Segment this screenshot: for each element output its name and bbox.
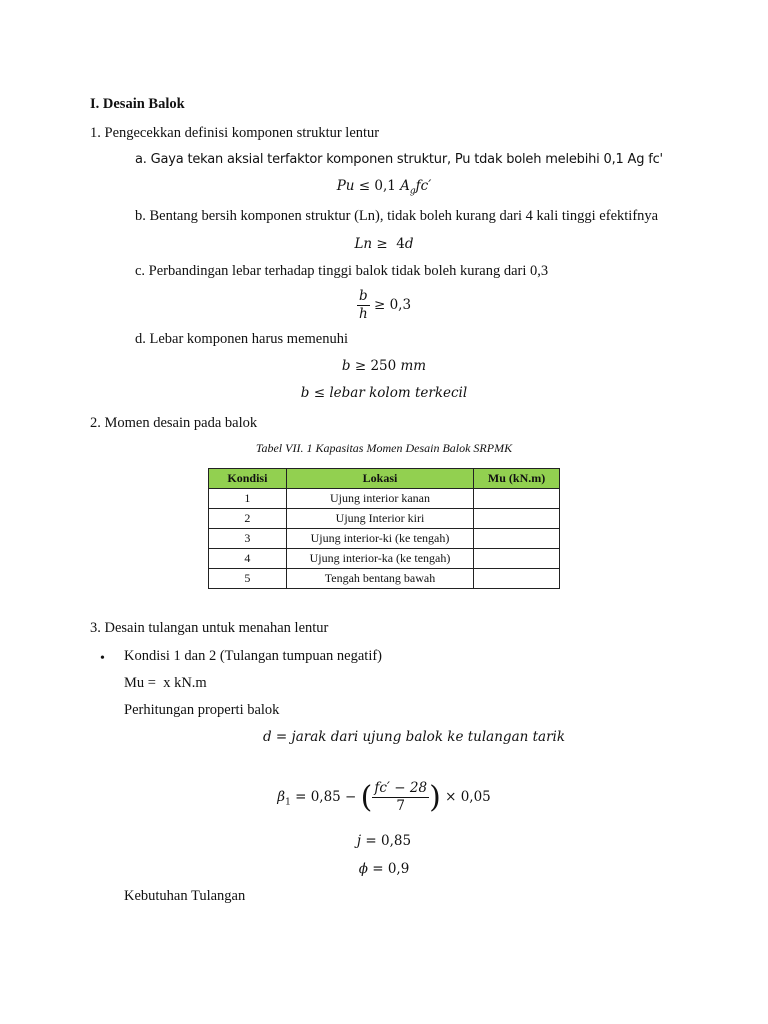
item1-b: b. Bentang bersih komponen struktur (Ln), tidak boleh kurang dari 4 kali tinggi efektifnya (135, 208, 659, 224)
moment-table (208, 468, 560, 589)
paren-right: ) (429, 780, 441, 815)
item1-title: 1. Pengecekkan definisi komponen struktur lentur (90, 125, 380, 141)
item1-a: a. Gaya tekan aksial terfaktor komponen struktur, Pu tdak boleh melebihi 0,1 Ag fc' (135, 152, 663, 167)
cell-mu (474, 569, 560, 589)
cell-lokasi: Ujung Interior kiri (286, 509, 473, 529)
item1-d: d. Lebar komponen harus memenuhi (135, 331, 349, 347)
cell-kondisi: 5 (209, 569, 287, 589)
eq-j: j = 0,85 (356, 833, 412, 849)
header-kondisi: Kondisi (209, 469, 287, 489)
mu-line: Mu = x kN.m (124, 675, 207, 691)
table-row (209, 529, 560, 549)
eq-d: d = jarak dari ujung balok ke tulangan tarik (262, 729, 566, 745)
item3-title: 3. Desain tulangan untuk menahan lentur (90, 620, 329, 636)
table-header-row (209, 469, 560, 489)
section-title: I. Desain Balok (90, 96, 185, 112)
cell-mu (474, 489, 560, 509)
cell-mu (474, 549, 560, 569)
eq-b-max: b ≤ lebar kolom terkecil (300, 385, 468, 401)
cell-lokasi: Ujung interior-ka (ke tengah) (286, 549, 473, 569)
fraction-b-h: $\frac{b}{h}$ (358, 288, 368, 322)
cell-kondisi: 1 (209, 489, 287, 509)
cell-kondisi: 4 (209, 549, 287, 569)
kebutuhan-line: Kebutuhan Tulangan (124, 888, 246, 904)
cell-lokasi: Ujung interior kanan (286, 489, 473, 509)
bullet-icon: • (100, 651, 105, 666)
header-lokasi: Lokasi (286, 469, 473, 489)
cell-mu (474, 529, 560, 549)
eq-b-min: b ≥ 250 mm (341, 358, 427, 374)
header-mu: Mu (kN.m) (474, 469, 560, 489)
cell-lokasi: Ujung interior-ki (ke tengah) (286, 529, 473, 549)
cell-kondisi: 3 (209, 529, 287, 549)
table-caption: Tabel VII. 1 Kapasitas Momen Desain Balok SRPMK (255, 441, 513, 455)
kondisi-line: Kondisi 1 dan 2 (Tulangan tumpuan negatif) (124, 648, 383, 664)
fraction-fc: $\frac{fc' - 28}{7}$ (374, 780, 428, 814)
table-row (209, 569, 560, 589)
eq-pu: Pu ≤ 0,1 $A_gfc'$ (336, 178, 432, 197)
paren-left: ( (360, 780, 373, 815)
eq-ln: Ln ≥ 4d (354, 236, 414, 252)
cell-kondisi: 2 (209, 509, 287, 529)
table-row (209, 549, 560, 569)
cell-lokasi: Tengah bentang bawah (286, 569, 473, 589)
eq-bh: $\frac{b}{h}$ ≥ 0,3 (358, 288, 412, 322)
cell-mu (474, 509, 560, 529)
item1-c: c. Perbandingan lebar terhadap tinggi balok tidak boleh kurang dari 0,3 (135, 263, 549, 279)
table-row (209, 489, 560, 509)
eq-phi: ϕ = 0,9 (358, 861, 410, 877)
properti-line: Perhitungan properti balok (124, 702, 280, 718)
table-row (209, 509, 560, 529)
item2-title: 2. Momen desain pada balok (90, 415, 258, 431)
eq-beta: $\beta_1 = 0,85$ − ( $\frac{fc' - 28}{7}$ ) × 0,05 (277, 780, 491, 815)
